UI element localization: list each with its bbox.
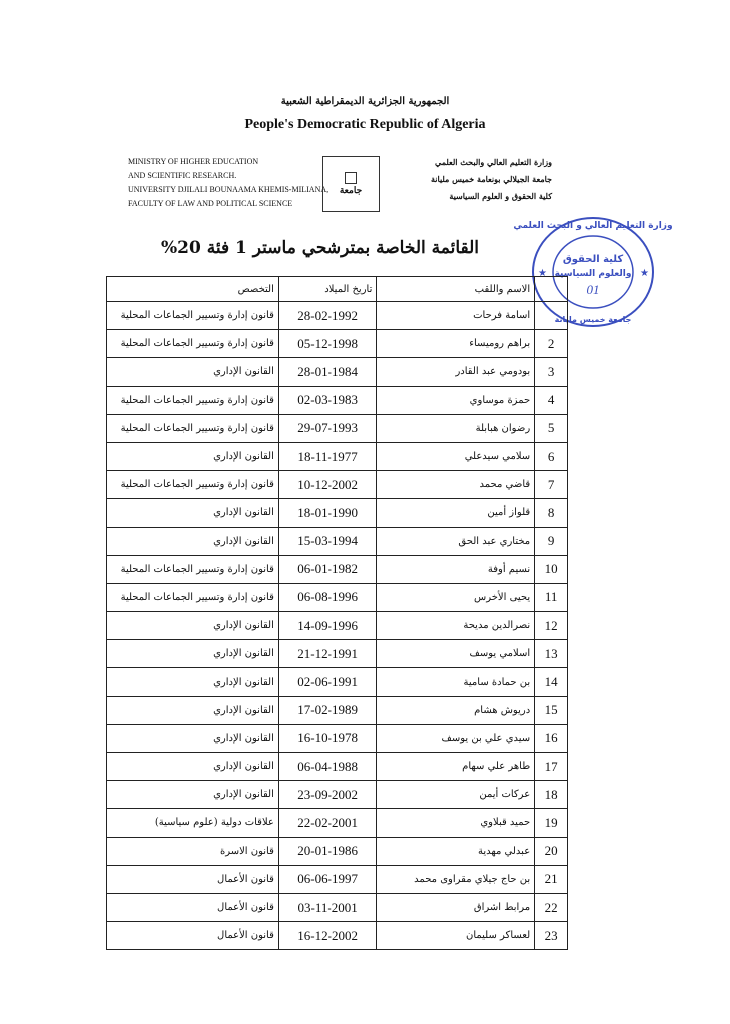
birth-date: 10-12-2002	[278, 471, 376, 499]
institution-line: UNIVERSITY DJILALI BOUNAAMA KHEMIS-MILIANA,	[128, 185, 329, 194]
row-number: 15	[535, 696, 568, 724]
header-birth-date: تاريخ الميلاد	[278, 277, 376, 302]
table-row	[107, 640, 568, 668]
specialty: القانون الإداري	[107, 640, 279, 668]
table-row	[107, 612, 568, 640]
header-name: الاسم واللقب	[377, 277, 535, 302]
institution-line: MINISTRY OF HIGHER EDUCATION	[128, 157, 259, 166]
table-row	[107, 555, 568, 583]
candidate-name: لعساكر سليمان	[377, 922, 535, 950]
specialty: القانون الإداري	[107, 612, 279, 640]
specialty: قانون إدارة وتسيير الجماعات المحلية	[107, 583, 279, 611]
header-number	[535, 277, 568, 302]
institution-line: جامعة الجيلالي بونعامة خميس مليانة	[430, 174, 552, 184]
candidate-name: طاهر علي سهام	[377, 753, 535, 781]
table-header-row	[107, 277, 568, 302]
row-number: 9	[535, 527, 568, 555]
stamp-inner-line2: والعلوم السياسية	[554, 269, 632, 279]
row-number	[535, 302, 568, 330]
table-row	[107, 583, 568, 611]
birth-date: 16-12-2002	[278, 922, 376, 950]
birth-date: 29-07-1993	[278, 414, 376, 442]
table-row	[107, 442, 568, 470]
table-row	[107, 837, 568, 865]
birth-date: 21-12-1991	[278, 640, 376, 668]
row-number: 22	[535, 893, 568, 921]
candidate-name: قلواز أمين	[377, 499, 535, 527]
row-number: 18	[535, 781, 568, 809]
row-number: 4	[535, 386, 568, 414]
birth-date: 06-01-1982	[278, 555, 376, 583]
candidate-name: حميد قبلاوي	[377, 809, 535, 837]
row-number: 5	[535, 414, 568, 442]
candidate-name: نصرالدين مديحة	[377, 612, 535, 640]
birth-date: 23-09-2002	[278, 781, 376, 809]
specialty: قانون إدارة وتسيير الجماعات المحلية	[107, 414, 279, 442]
table-row	[107, 696, 568, 724]
row-number: 6	[535, 442, 568, 470]
specialty: القانون الإداري	[107, 442, 279, 470]
university-logo	[322, 156, 380, 212]
table-row	[107, 414, 568, 442]
candidate-name: نسيم أوفة	[377, 555, 535, 583]
birth-date: 14-09-1996	[278, 612, 376, 640]
row-number: 20	[535, 837, 568, 865]
table-row	[107, 724, 568, 752]
specialty: القانون الإداري	[107, 753, 279, 781]
table-row	[107, 922, 568, 950]
specialty: القانون الإداري	[107, 358, 279, 386]
row-number: 10	[535, 555, 568, 583]
row-number: 19	[535, 809, 568, 837]
row-number: 11	[535, 583, 568, 611]
row-number: 17	[535, 753, 568, 781]
birth-date: 02-03-1983	[278, 386, 376, 414]
star-icon: ★	[640, 268, 649, 279]
candidate-name: اسامة فرحات	[377, 302, 535, 330]
birth-date: 15-03-1994	[278, 527, 376, 555]
table-row	[107, 893, 568, 921]
birth-date: 02-06-1991	[278, 668, 376, 696]
country-name-arabic: الجمهورية الجزائرية الديمقراطية الشعبية	[280, 96, 450, 107]
specialty: القانون الإداري	[107, 724, 279, 752]
candidate-name: بودومي عبد القادر	[377, 358, 535, 386]
row-number: 16	[535, 724, 568, 752]
specialty: القانون الإداري	[107, 668, 279, 696]
specialty: القانون الإداري	[107, 781, 279, 809]
logo-text: جامعة	[339, 186, 363, 196]
row-number: 3	[535, 358, 568, 386]
candidate-name: مرابط اشراق	[377, 893, 535, 921]
birth-date: 22-02-2001	[278, 809, 376, 837]
specialty: علاقات دولية (علوم سياسية)	[107, 809, 279, 837]
birth-date: 03-11-2001	[278, 893, 376, 921]
birth-date: 17-02-1989	[278, 696, 376, 724]
specialty: القانون الإداري	[107, 527, 279, 555]
table-row	[107, 499, 568, 527]
candidate-name: عركات أيمن	[377, 781, 535, 809]
candidate-name: يحيى الأخرس	[377, 583, 535, 611]
birth-date: 06-08-1996	[278, 583, 376, 611]
table-row	[107, 358, 568, 386]
birth-date: 18-11-1977	[278, 442, 376, 470]
row-number: 8	[535, 499, 568, 527]
stamp-number: 01	[586, 282, 600, 297]
stamp-bottom-text: جامعة خميس مليانة	[554, 315, 632, 324]
candidate-name: براهم روميساء	[377, 330, 535, 358]
candidate-name: قاضي محمد	[377, 471, 535, 499]
candidate-name: بن حاج جيلاي مقراوى محمد	[377, 865, 535, 893]
candidate-name: حمزة موساوي	[377, 386, 535, 414]
row-number: 14	[535, 668, 568, 696]
specialty: القانون الإداري	[107, 499, 279, 527]
specialty: قانون الأعمال	[107, 922, 279, 950]
star-icon: ★	[538, 268, 547, 279]
birth-date: 20-01-1986	[278, 837, 376, 865]
specialty: قانون إدارة وتسيير الجماعات المحلية	[107, 330, 279, 358]
specialty: قانون الاسرة	[107, 837, 279, 865]
specialty: قانون إدارة وتسيير الجماعات المحلية	[107, 471, 279, 499]
stamp-outer-text: وزارة التعليم العالي و البحث العلمي	[513, 221, 673, 231]
institution-line: كلية الحقوق و العلوم السياسية	[449, 191, 552, 201]
birth-date: 28-02-1992	[278, 302, 376, 330]
specialty: قانون إدارة وتسيير الجماعات المحلية	[107, 386, 279, 414]
row-number: 21	[535, 865, 568, 893]
table-row	[107, 753, 568, 781]
logo-mark-icon	[345, 172, 357, 184]
row-number: 23	[535, 922, 568, 950]
candidate-name: مختاري عبد الحق	[377, 527, 535, 555]
candidate-name: دريوش هشام	[377, 696, 535, 724]
birth-date: 18-01-1990	[278, 499, 376, 527]
table-row	[107, 386, 568, 414]
row-number: 7	[535, 471, 568, 499]
birth-date: 16-10-1978	[278, 724, 376, 752]
specialty: القانون الإداري	[107, 696, 279, 724]
header-specialty: التخصص	[107, 277, 279, 302]
table-row	[107, 809, 568, 837]
specialty: قانون إدارة وتسيير الجماعات المحلية	[107, 302, 279, 330]
institution-line: وزارة التعليم العالي والبحث العلمي	[435, 157, 552, 167]
candidates-table	[106, 276, 568, 950]
table-row	[107, 471, 568, 499]
document-title: القائمة الخاصة بمترشحي ماستر 1 فئة 20%	[160, 238, 480, 258]
table-row	[107, 330, 568, 358]
row-number: 2	[535, 330, 568, 358]
birth-date: 06-04-1988	[278, 753, 376, 781]
birth-date: 06-06-1997	[278, 865, 376, 893]
candidate-name: سلامي سيدعلي	[377, 442, 535, 470]
row-number: 13	[535, 640, 568, 668]
row-number: 12	[535, 612, 568, 640]
stamp-inner-line1: كلية الحقوق	[562, 254, 624, 265]
institution-english	[128, 155, 328, 211]
country-name-english: People's Democratic Republic of Algeria	[244, 117, 486, 132]
specialty: قانون الأعمال	[107, 893, 279, 921]
candidate-name: بن حمادة سامية	[377, 668, 535, 696]
institution-line: AND SCIENTIFIC RESEARCH.	[128, 171, 237, 180]
specialty: قانون إدارة وتسيير الجماعات المحلية	[107, 555, 279, 583]
candidate-name: اسلامي يوسف	[377, 640, 535, 668]
birth-date: 05-12-1998	[278, 330, 376, 358]
institution-arabic	[431, 154, 552, 205]
birth-date: 28-01-1984	[278, 358, 376, 386]
institution-line: FACULTY OF LAW AND POLITICAL SCIENCE	[128, 199, 293, 208]
table-row	[107, 668, 568, 696]
table-row	[107, 527, 568, 555]
specialty: قانون الأعمال	[107, 865, 279, 893]
candidate-name: عبدلي مهدية	[377, 837, 535, 865]
table-row	[107, 302, 568, 330]
table-row	[107, 865, 568, 893]
candidate-name: سيدي علي بن يوسف	[377, 724, 535, 752]
candidate-name: رضوان هبابلة	[377, 414, 535, 442]
table-row	[107, 781, 568, 809]
